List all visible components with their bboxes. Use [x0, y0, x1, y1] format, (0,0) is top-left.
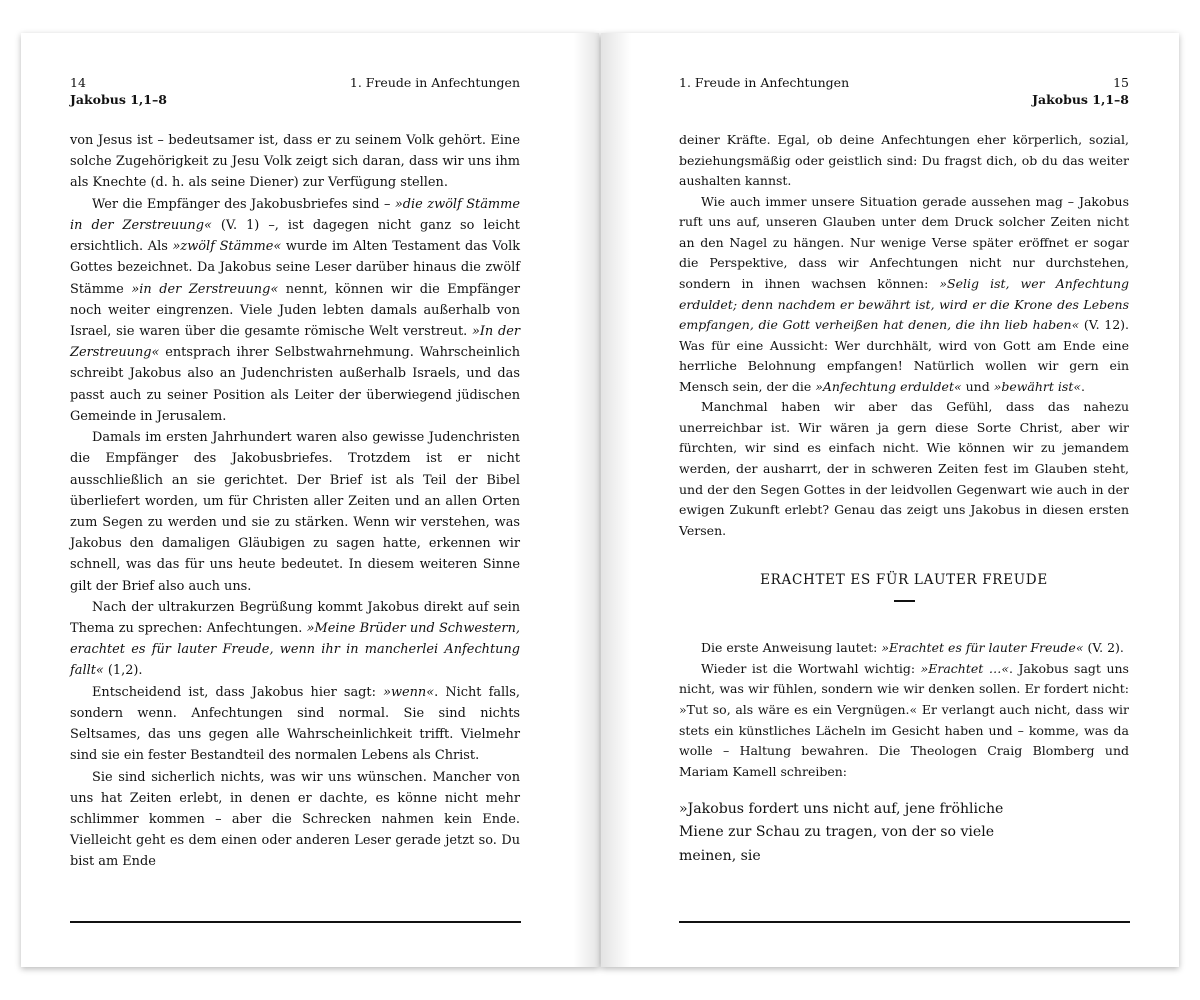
paragraph: Damals im ersten Jahrhundert waren also gewisse Judenchristen die Empfänger des Jakobusbriefes. Trotzdem ist er nicht ausschließlich an sie gerichtet. Der Brief ist als Teil der Bibel überliefert worden, um für Christen aller Zeiten und an allen Orten zum Segen zu werden und sie zu stärken. Wenn wir verstehen, was Jakobus den damaligen Gläubigen zu sagen hatte, erkennen wir schnell, was das für uns heute bedeutet. In diesem weiteren Sinne gilt der Brief also auch uns.	[70, 430, 520, 594]
running-head: 1. Freude in Anfechtungen	[679, 75, 850, 90]
footer-rule	[679, 921, 1130, 923]
paragraph: Wer die Empfänger des Jakobusbriefes sind – »die zwölf Stämme in der Zerstreuung« (V. 1) –, ist dagegen nicht ganz so leicht ersichtlich. Als »zwölf Stämme« wurde im Alten Testament das Volk Gottes bezeichnet. Da Jakobus seine Leser darüber hinaus die zwölf Stämme »in der Zerstreuung« nennt, können wir die Empfänger noch weiter eingrenzen. Viele Juden lebten damals außerhalb von Israel, sie waren über die gesamte römische Welt verstreut. »In der Zerstreuung« entsprach ihrer Selbstwahrnehmung. Wahrscheinlich schreibt Jakobus also an Judenchristen außerhalb Israels, und das passt auch zu seiner Position als Leiter der überwiegend jüdischen Gemeinde in Jerusalem.	[70, 196, 521, 424]
section-rule	[894, 600, 915, 602]
paragraph: Manchmal haben wir aber das Gefühl, dass das nahezu unerreichbar ist. Wir wären ja gern diese Sorte Christ, aber wir fürchten, wir sind es einfach nicht. Wie können wir zu jemandem werden, der ausharrt, der in schweren Zeiten fest im Glauben steht, und der den Segen Gottes in der leidvollen Gegenwart wie auch in der ewigen Zukunft erlebt? Genau das zeigt uns Jakobus in diesen ersten Versen.	[679, 399, 1129, 538]
paragraph: Sie sind sicherlich nichts, was wir uns wünschen. Mancher von uns hat Zeiten erlebt, in denen er dachte, es könne nicht mehr schlimmer kommen – aber die Schrecken nahmen kein Ende. Vielleicht geht es dem einen oder anderen Leser gerade jetzt so. Du bist am Ende	[70, 769, 520, 870]
bible-reference: Jakobus 1,1–8	[1032, 92, 1129, 107]
block-quote: »Jakobus fordert uns nicht auf, jene fröhliche Miene zur Schau zu tragen, von der so viele meinen, sie	[679, 801, 1004, 864]
gutter-shadow	[573, 33, 599, 967]
running-head: 1. Freude in Anfechtungen	[349, 75, 520, 90]
paragraph: Nach der ultrakurzen Begrüßung kommt Jakobus direkt auf sein Thema zu sprechen: Anfechtungen. »Meine Brüder und Schwestern, erachtet es für lauter Freude, wenn ihr in mancherlei Anfechtung fallt« (1,2).	[70, 599, 520, 679]
page-number: 14	[70, 75, 86, 90]
gutter-shadow	[601, 33, 631, 967]
page-number: 15	[1113, 75, 1129, 90]
right-page	[601, 33, 1179, 967]
page-header	[70, 74, 520, 108]
body-text	[679, 130, 1129, 868]
bible-reference: Jakobus 1,1–8	[70, 92, 167, 107]
paragraph: Entscheidend ist, dass Jakobus hier sagt: »wenn«. Nicht falls, sondern wenn. Anfechtungen sind normal. Sie sind nichts Seltsames, das uns gegen alle Wahrscheinlichkeit trifft. Vielmehr sind sie ein fester Bestandteil des normalen Lebens als Christ.	[70, 684, 521, 764]
left-page	[21, 33, 599, 967]
paragraph: von Jesus ist – bedeutsamer ist, dass er zu seinem Volk gehört. Eine solche Zugehörigkeit zu Jesu Volk zeigt sich daran, dass wir uns ihm als Knechte (d. h. als seine Diener) zur Verfügung stellen.	[70, 133, 520, 191]
paragraph: Wie auch immer unsere Situation gerade aussehen mag – Jakobus ruft uns auf, unseren Glauben unter dem Druck solcher Zeiten nicht an den Nagel zu hängen. Nur wenige Verse später eröffnet er sogar die Perspektive, dass wir Anfechtungen nicht nur durchstehen, sondern in ihnen wachsen können: »Selig ist, wer Anfechtung erduldet; denn nachdem er bewährt ist, wird er die Krone des Lebens empfangen, die Gott verheißen hat denen, die ihn lieb haben« (V. 12). Was für eine Aussicht: Wer durchhält, wird von Gott am Ende eine herrliche Belohnung empfangen! Natürlich wollen wir gern ein Mensch sein, der die »Anfechtung erduldet« und »bewährt ist«.	[679, 193, 1129, 394]
body-text	[70, 130, 520, 873]
section-heading: ERACHTET ES FÜR LAUTER FREUDE	[760, 572, 1048, 589]
paragraph: Wieder ist die Wortwahl wichtig: »Erachtet …«. Jakobus sagt uns nicht, was wir fühlen, sondern wie wir denken sollen. Er fordert nicht: »Tut so, als wäre es ein Vergnügen.« Er verlangt auch nicht, dass wir stets ein künstliches Lächeln im Gesicht haben und – komme, was da wolle – Haltung bewahren. Die Theologen Craig Blomberg und Mariam Kamell schreiben:	[679, 660, 1129, 779]
paragraph: Die erste Anweisung lautet: »Erachtet es für lauter Freude« (V. 2).	[701, 640, 1124, 656]
footer-rule	[70, 921, 521, 923]
page-header	[679, 74, 1129, 108]
paragraph: deiner Kräfte. Egal, ob deine Anfechtungen eher körperlich, sozial, beziehungsmäßig oder geistlich sind: Du fragst dich, ob du das weiter aushalten kannst.	[679, 132, 1129, 189]
